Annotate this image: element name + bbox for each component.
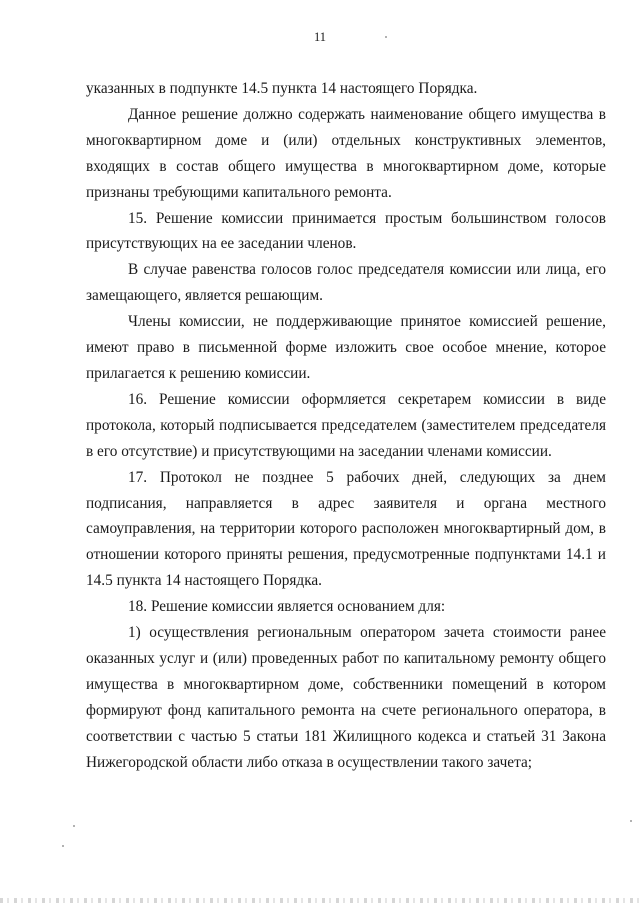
paragraph-item-18-1: 1) осуществления региональным оператором зачета стоимости ранее оказанных услуг и (или) проведенных работ по капитальному ремонту общего имущества в многоквартирном доме, собственники помещений в котором формируют фонд капитального ремонта на счете регионального оператора, в соответствии с частью 5 статьи 181 Жилищного кодекса и статьей 31 Закона Нижегородской области либо отказа в осуществлении такого зачета; [86,624,606,771]
paragraph-decision-content: Данное решение должно содержать наименование общего имущества в многоквартирном доме и (или) отдельных конструктивных элементов, входящих в состав общего имущества в многоквартирном доме, которые признаны требующими капитального ремонта. [86,105,606,201]
paragraph-continuation: указанных в подпункте 14.5 пункта 14 настоящего Порядка. [86,80,478,97]
scan-speck [62,845,64,847]
page-number: 11 [313,30,327,44]
scan-speck [73,825,75,827]
scan-edge-artifact [0,898,640,903]
paragraph-tie-vote: В случае равенства голосов голос председателя комиссии или лица, его замещающего, является решающим. [86,261,606,305]
paragraph-dissent: Члены комиссии, не поддерживающие принятое комиссией решение, имеют право в письменной форме изложить свое особое мнение, которое прилагается к решению комиссии. [86,313,606,382]
scan-speck [630,820,632,822]
paragraph-item-15: 15. Решение комиссии принимается простым большинством голосов присутствующих на ее заседании членов. [86,209,606,253]
scan-speck [385,36,387,38]
paragraph-item-17: 17. Протокол не позднее 5 рабочих дней, следующих за днем подписания, направляется в адрес заявителя и органа местного самоуправления, на территории которого расположен многоквартирный дом, в отношении которого приняты решения, предусмотренные подпунктами 14.1 и 14.5 пункта 14 настоящего Порядка. [86,468,606,590]
paragraph-item-18: 18. Решение комиссии является основанием для: [128,598,446,616]
document-body [86,76,606,775]
paragraph-item-16: 16. Решение комиссии оформляется секретарем комиссии в виде протокола, который подписывается председателем (заместителем председателя в его отсутствие) и присутствующими на заседании членами комиссии. [86,390,606,460]
